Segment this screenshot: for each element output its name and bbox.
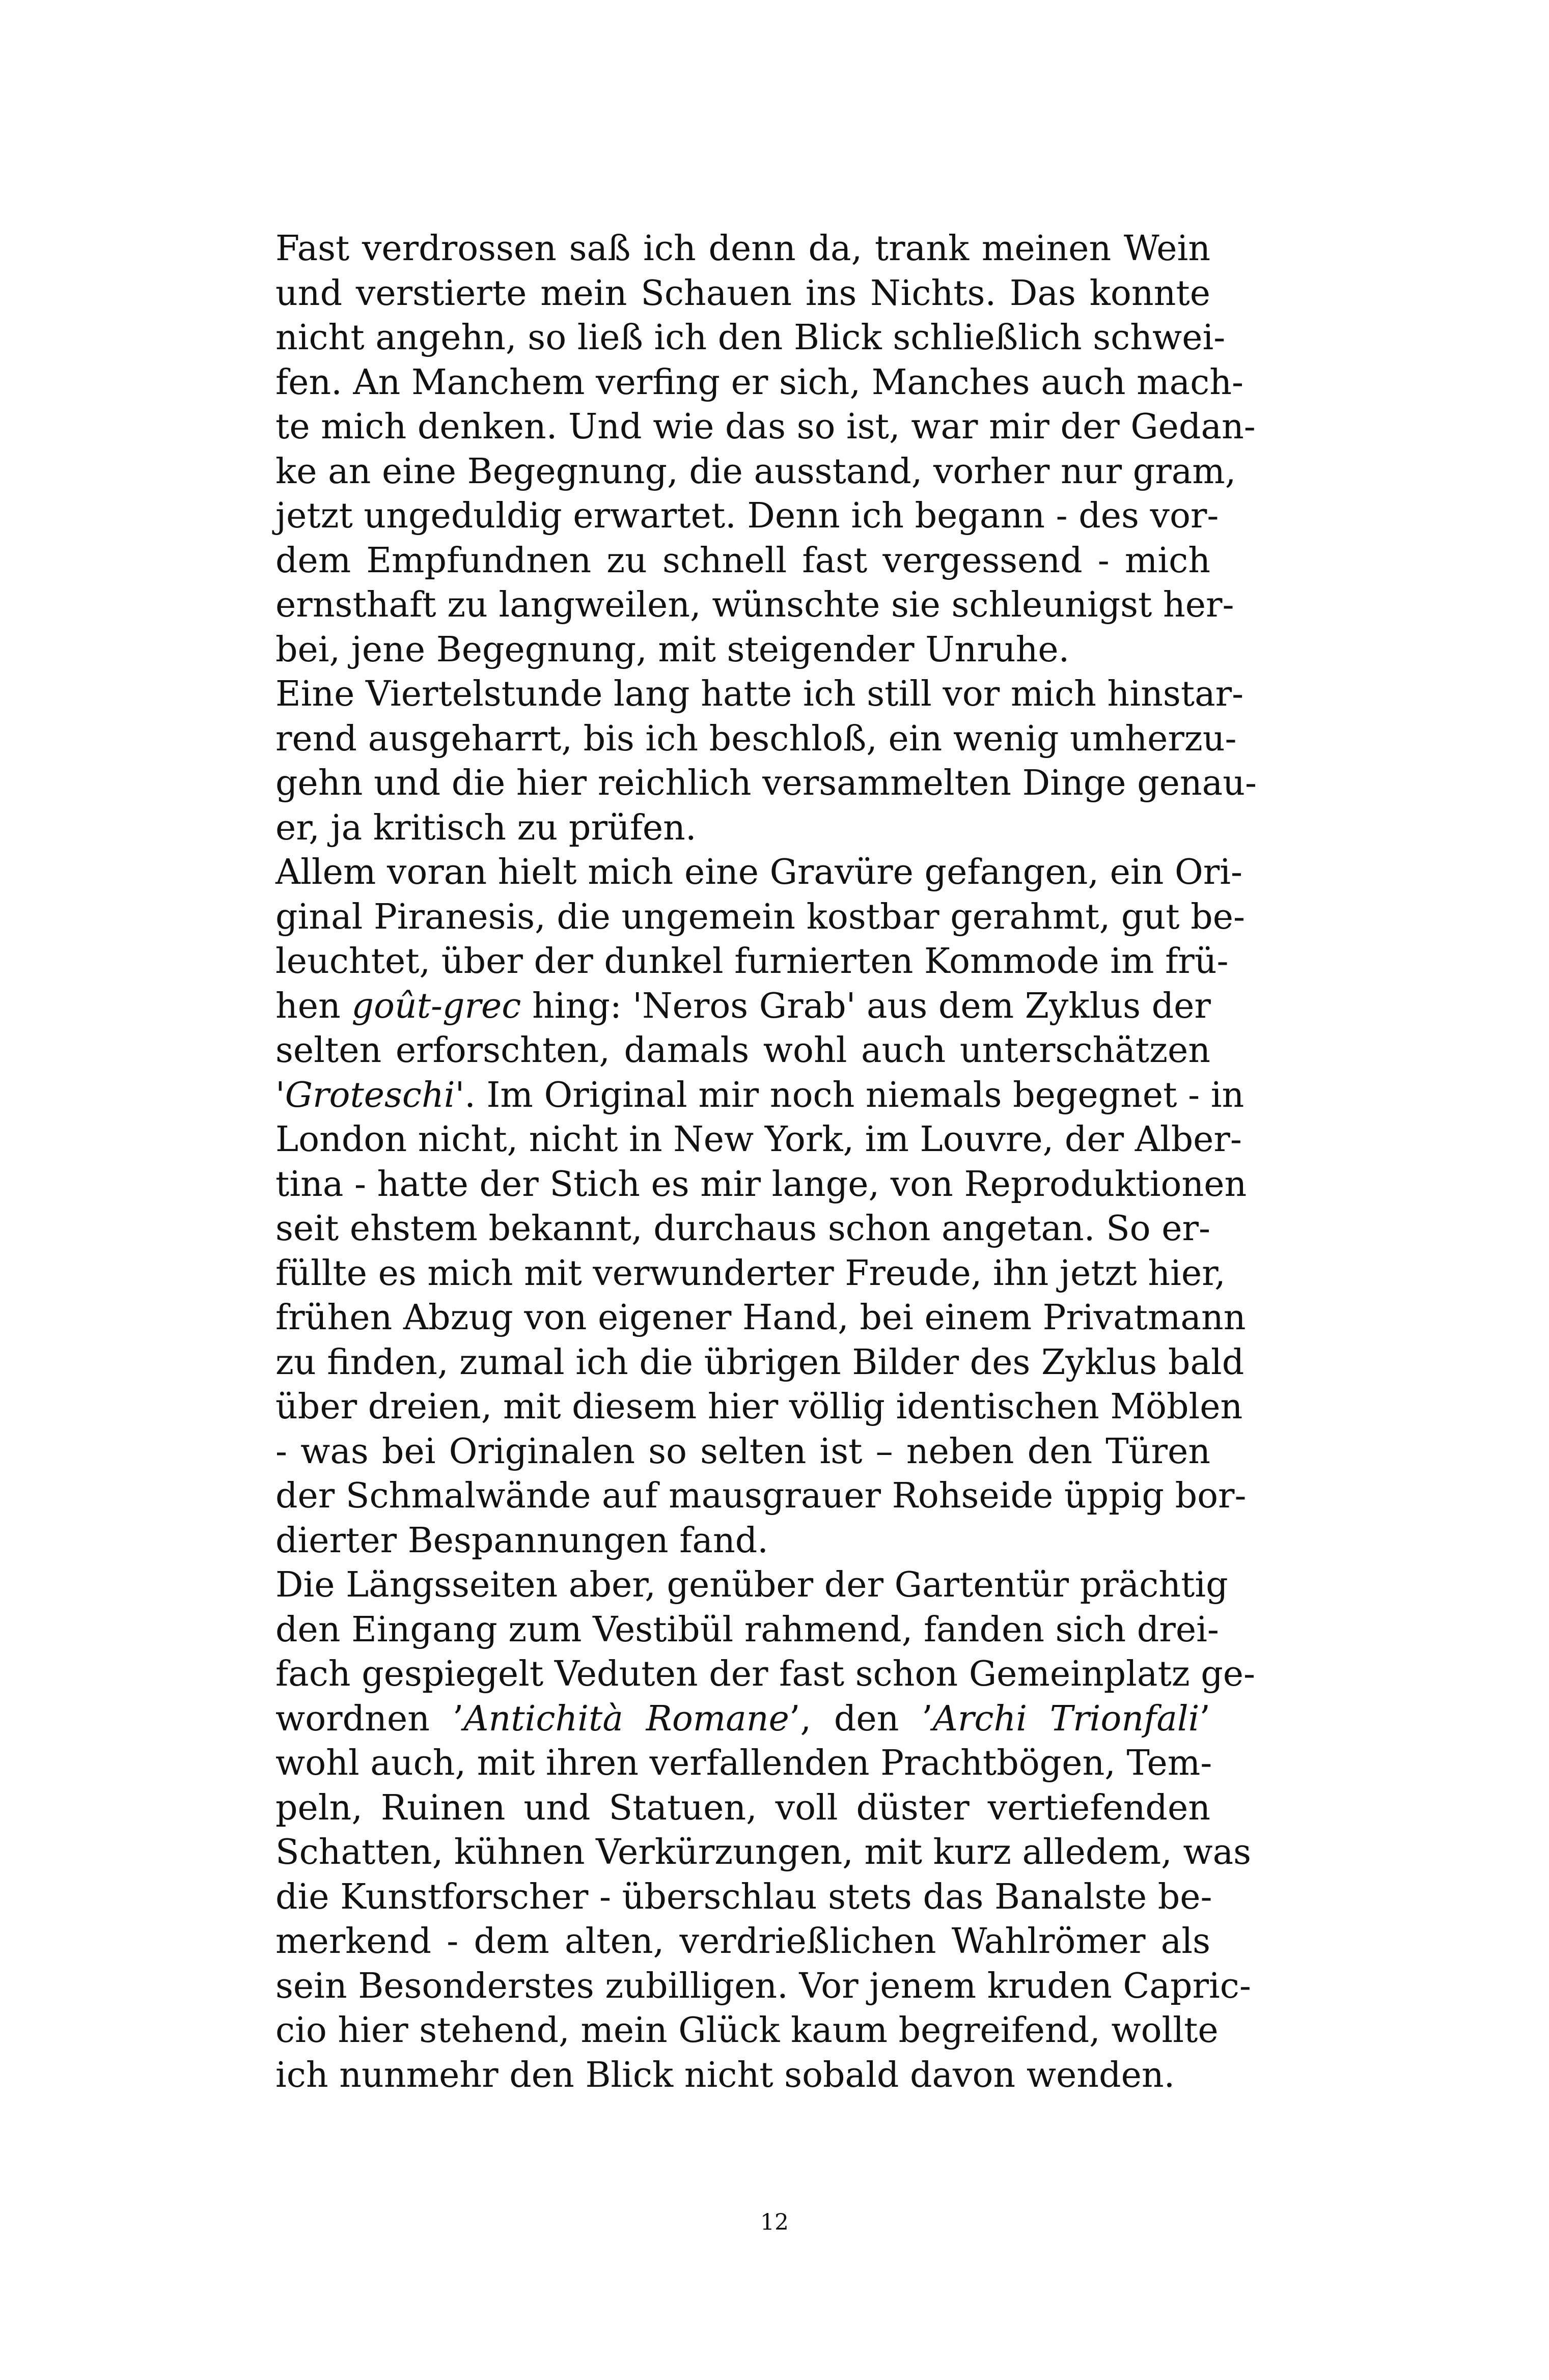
text-line — [275, 1519, 1210, 1563]
text-segment: wordnen ’ — [275, 1698, 464, 1739]
text-line — [275, 895, 1245, 940]
text-segment: merkend - dem alten, verdrießlichen Wahlrömer als — [275, 1921, 1210, 1962]
text-line — [275, 628, 1210, 673]
page-number: 12 — [760, 2209, 789, 2235]
text-segment: - was bei Originalen so selten ist – neben den Türen — [275, 1431, 1210, 1472]
italic-text: Archi Trionfali — [932, 1698, 1200, 1739]
text-line — [275, 227, 1210, 271]
text-segment: '. Im Original mir noch niemals begegnet - in — [455, 1075, 1244, 1115]
italic-text: Groteschi — [285, 1075, 455, 1115]
text-line — [275, 1117, 1242, 1162]
text-line — [275, 1296, 1246, 1340]
text-segment: zu finden, zumal ich die übrigen Bilder des Zyklus bald — [275, 1342, 1244, 1383]
text-line — [275, 539, 1210, 583]
text-segment: Die Längsseiten aber, genüber der Gartentür prächtig — [275, 1565, 1228, 1605]
text-segment: selten erforschten, damals wohl auch unterschätzen — [275, 1030, 1210, 1071]
text-line — [275, 1207, 1210, 1251]
text-segment: hen — [275, 986, 352, 1026]
text-segment: London nicht, nicht in New York, im Louvre, der Alber- — [275, 1119, 1242, 1160]
italic-text: goût-grec — [351, 986, 521, 1026]
text-segment: sein Besonderstes zubilligen. Vor jenem kruden Capric- — [275, 1966, 1251, 2006]
text-segment: ' — [275, 1075, 285, 1115]
text-line — [275, 1697, 1210, 1742]
text-segment: rend ausgeharrt, bis ich beschloß, ein wenig umherzu- — [275, 718, 1237, 759]
text-segment: wohl auch, mit ihren verfallenden Prachtbögen, Tem- — [275, 1743, 1212, 1783]
text-segment: der Schmalwände auf mausgrauer Rohseide üppig bor- — [275, 1476, 1247, 1516]
text-segment: Schatten, kühnen Verkürzungen, mit kurz alledem, was — [275, 1832, 1252, 1872]
text-line — [275, 2008, 1219, 2053]
text-line — [275, 1474, 1247, 1519]
text-segment: ernsthaft zu langweilen, wünschte sie schleunigst her- — [275, 585, 1234, 625]
text-line — [275, 1073, 1244, 1118]
text-segment: dem Empfundnen zu schnell fast vergessend - mich — [275, 540, 1210, 581]
text-segment: tina - hatte der Stich es mir lange, von Reproduktionen — [275, 1164, 1247, 1205]
text-segment: Eine Viertelstunde lang hatte ich still vor mich hinstar- — [275, 674, 1244, 714]
text-segment: leuchtet, über der dunkel furnierten Kommode im frü- — [275, 941, 1229, 982]
italic-text: Antichità Romane — [463, 1698, 789, 1739]
text-line — [275, 672, 1244, 717]
text-line — [275, 1028, 1210, 1073]
text-line — [275, 1875, 1210, 1920]
text-line — [275, 2053, 1210, 2098]
text-segment: und verstierte mein Schauen ins Nichts. Das konnte — [275, 273, 1210, 314]
text-line — [275, 405, 1256, 450]
text-segment: den Eingang zum Vestibül rahmend, fanden sich drei- — [275, 1609, 1219, 1650]
text-line — [275, 1340, 1244, 1385]
text-segment: bei, jene Begegnung, mit steigender Unruhe. — [275, 629, 1070, 670]
paragraph — [275, 1563, 1255, 2097]
text-line — [275, 1430, 1210, 1474]
text-segment: seit ehstem bekannt, durchaus schon angetan. So er- — [275, 1209, 1210, 1249]
text-line — [275, 271, 1210, 316]
text-segment: die Kunstforscher - überschlau stets das Banalste be- — [275, 1877, 1212, 1917]
text-segment: fach gespiegelt Veduten der fast schon Gemeinplatz ge- — [275, 1654, 1255, 1694]
text-line — [275, 806, 1210, 851]
text-line — [275, 939, 1229, 984]
text-segment: te mich denken. Und wie das so ist, war mir der Gedan- — [275, 407, 1256, 447]
text-segment: ich nunmehr den Blick nicht sobald davon wenden. — [275, 2055, 1175, 2095]
text-line — [275, 316, 1226, 360]
text-segment: über dreien, mit diesem hier völlig identischen Möblen — [275, 1387, 1243, 1427]
text-segment: ke an eine Begegnung, die ausstand, vorher nur gram, — [275, 451, 1236, 492]
paragraph — [275, 227, 1256, 672]
text-segment: ’ — [1199, 1698, 1210, 1739]
text-segment: dierter Bespannungen fand. — [275, 1520, 768, 1561]
text-segment: füllte es mich mit verwunderter Freude, ihn jetzt hier, — [275, 1253, 1226, 1294]
paragraph — [275, 672, 1257, 850]
text-line — [275, 1786, 1210, 1831]
text-segment: peln, Ruinen und Statuen, voll düster vertiefenden — [275, 1787, 1210, 1828]
text-line — [275, 450, 1236, 494]
text-line — [275, 1652, 1255, 1697]
text-line — [275, 1830, 1252, 1875]
text-line — [275, 1563, 1228, 1608]
text-segment: frühen Abzug von eigener Hand, bei einem Privatmann — [275, 1298, 1246, 1338]
text-segment: ginal Piranesis, die ungemein kostbar gerahmt, gut be- — [275, 897, 1245, 937]
text-segment: Allem voran hielt mich eine Gravüre gefangen, ein Ori- — [275, 852, 1242, 892]
text-segment: cio hier stehend, mein Glück kaum begreifend, wollte — [275, 2010, 1219, 2051]
text-line — [275, 494, 1219, 539]
text-line — [275, 1385, 1243, 1430]
text-line — [275, 583, 1234, 628]
text-segment: gehn und die hier reichlich versammelten Dinge genau- — [275, 763, 1257, 803]
text-segment: jetzt ungeduldig erwartet. Denn ich begann - des vor- — [275, 496, 1219, 536]
text-segment: ’, den ’ — [789, 1698, 933, 1739]
text-line — [275, 1608, 1219, 1653]
paragraph — [275, 850, 1247, 1563]
text-line — [275, 984, 1210, 1029]
body-text — [275, 227, 1257, 2097]
text-segment: Fast verdrossen saß ich denn da, trank meinen Wein — [275, 229, 1210, 269]
text-line — [275, 1162, 1247, 1207]
text-line — [275, 1919, 1210, 1964]
text-line — [275, 1964, 1251, 2009]
text-line — [275, 761, 1257, 806]
text-line — [275, 850, 1242, 895]
text-segment: nicht angehn, so ließ ich den Blick schließlich schwei- — [275, 318, 1226, 358]
text-line — [275, 360, 1244, 405]
text-segment: hing: 'Neros Grab' aus dem Zyklus der — [521, 986, 1211, 1026]
text-line — [275, 717, 1237, 762]
text-line — [275, 1741, 1210, 1786]
text-line — [275, 1251, 1226, 1296]
text-segment: er, ja kritisch zu prüfen. — [275, 807, 697, 848]
text-segment: fen. An Manchem verfing er sich, Manches auch mach- — [275, 362, 1244, 403]
